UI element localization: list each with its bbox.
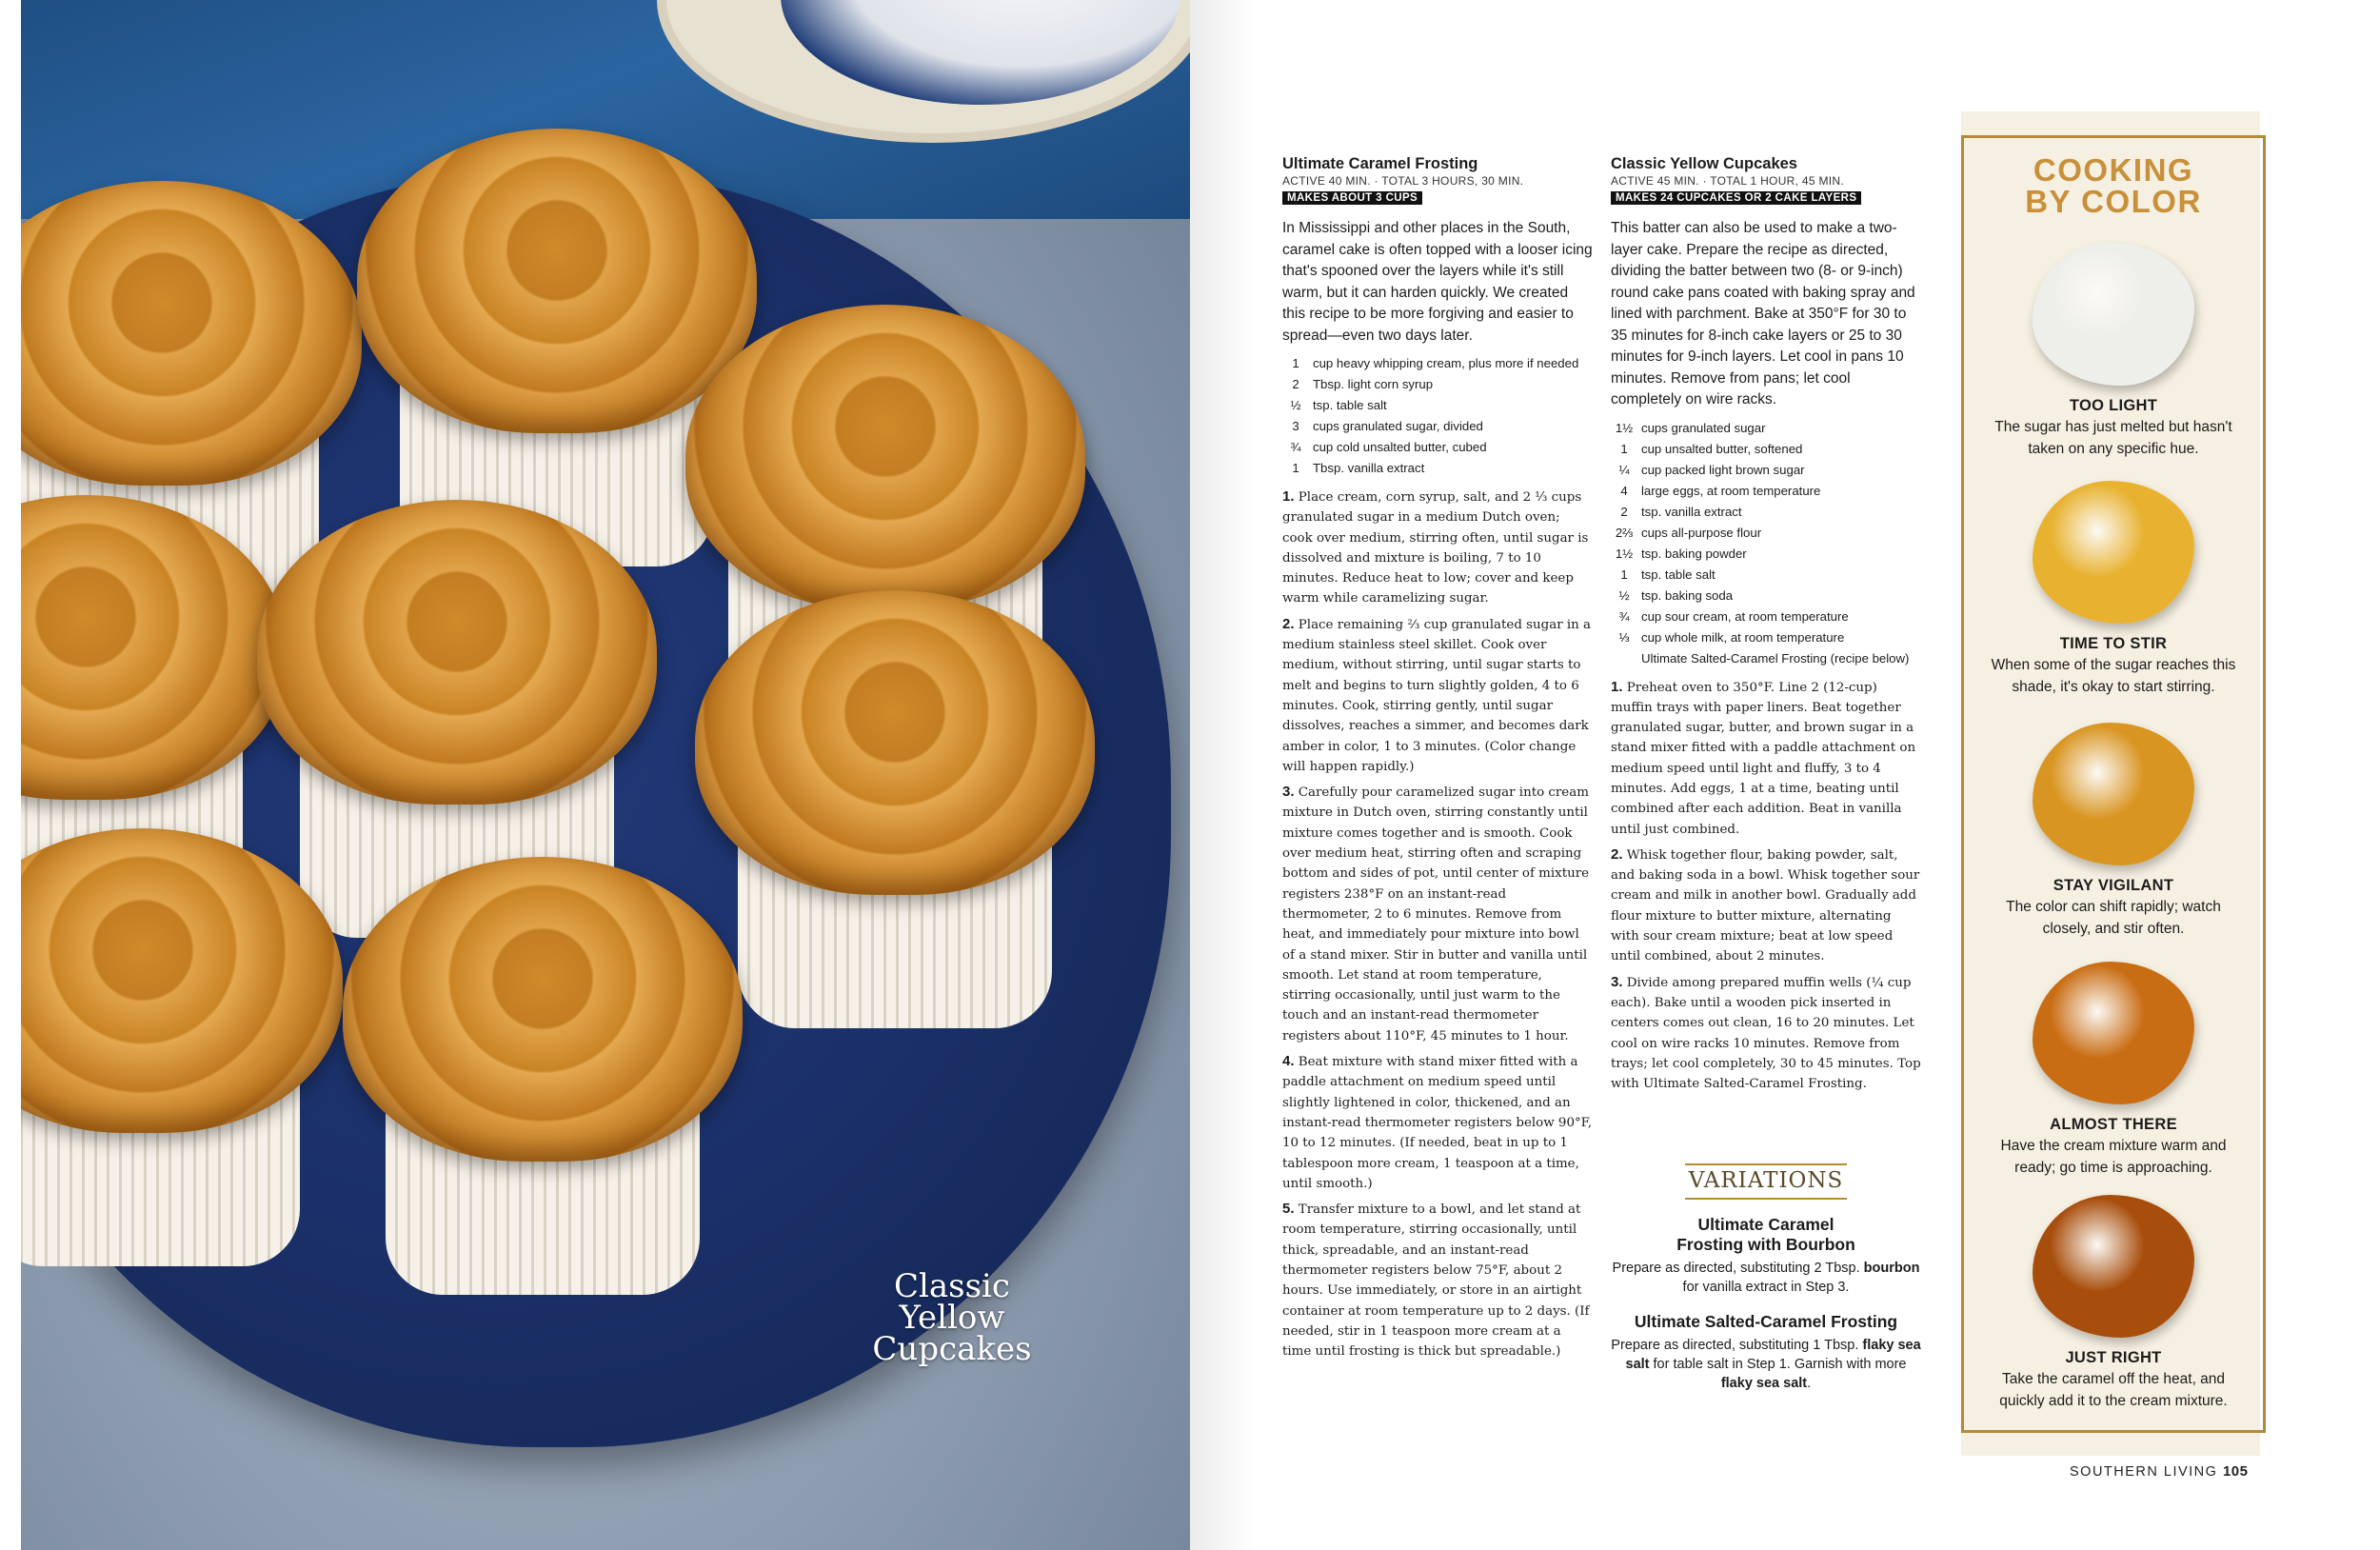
ingredient-name: cup unsalted butter, softened [1641,441,1803,456]
caramel-stage [1964,481,2263,698]
ingredient-name: cup cold unsalted butter, cubed [1313,440,1487,454]
variation-body [1611,1259,1921,1297]
ingredient-qty: ½ [1618,587,1630,603]
ingredient-qty [1611,650,1641,667]
ingredient-item [1282,355,1593,372]
step-number: 3. [1611,973,1623,990]
step-number: 2. [1282,615,1295,632]
ingredient-name: tsp. vanilla extract [1641,504,1742,519]
recipe-step [1282,487,1593,609]
caramel-frosting-swirl [257,500,657,805]
ingredient-item [1611,420,1921,437]
recipe-step [1611,845,1921,967]
ingredient-qty: ¼ [1618,462,1630,477]
ingredient-name: cups granulated sugar [1641,420,1766,435]
ingredient-qty: 2 [1620,504,1628,519]
ingredient-name: cup heavy whipping cream, plus more if needed [1313,356,1579,370]
caption-line: Classic [894,1267,1010,1305]
step-text: Place cream, corn syrup, salt, and 2 ⅓ cups granulated sugar in a medium Dutch oven; cook over medium, stirring often, until sugar is dissolved and mixture is boiling, 7 to 10 minutes. Reduce heat to low; cover and keep warm while caramelizing sugar. [1282,490,1589,606]
variations-heading: VARIATIONS [1685,1163,1848,1200]
ingredient-qty: 2⅔ [1615,525,1634,540]
caramel-stage [1964,1195,2263,1412]
ingredient-qty: ⅓ [1618,629,1630,645]
sidebar-title-line: BY COLOR [2025,184,2202,219]
ingredient-list [1282,355,1593,477]
ingredient-qty: ¾ [1290,440,1301,454]
ingredient-item [1611,629,1921,646]
ingredient-item [1282,376,1593,393]
ingredient-name: tsp. baking powder [1641,546,1747,561]
recipe-step [1282,614,1593,777]
ingredient-qty: 1½ [1615,546,1634,561]
ingredient-name: tsp. baking soda [1641,587,1734,603]
page-margin [0,0,21,1550]
ingredient-item [1611,462,1921,479]
ingredient-qty: 4 [1620,483,1628,498]
recipe-steps [1282,487,1593,1361]
stage-text: The color can shift rapidly; watch closely, and stir often. [2006,899,2221,937]
recipe-timing: ACTIVE 45 MIN. · TOTAL 1 HOUR, 45 MIN. [1611,174,1845,188]
ingredient-item [1611,546,1921,563]
ingredient-name: tsp. table salt [1641,566,1716,582]
ingredient-name: tsp. table salt [1313,398,1387,412]
caramel-stage [1964,723,2263,940]
ingredient-name: cups all-purpose flour [1641,525,1762,540]
ingredient-name: Tbsp. light corn syrup [1313,377,1434,391]
caramel-stage [1964,962,2263,1179]
ingredient-item [1611,566,1921,584]
ingredient-item [1282,460,1593,477]
caramel-frosting-swirl [0,828,343,1133]
variations-box [1611,1163,1921,1393]
variation-ingredient: bourbon [1863,1261,1920,1276]
caramel-frosting-swirl [695,590,1095,895]
ingredient-name: large eggs, at room temperature [1641,483,1821,498]
variation-title [1611,1215,1921,1255]
ingredient-name: cup packed light brown sugar [1641,462,1805,477]
step-number: 5. [1282,1201,1295,1218]
ingredient-item [1611,483,1921,500]
variation-ingredient: flaky sea salt [1625,1338,1921,1372]
step-text: Carefully pour caramelized sugar into cream mixture in Dutch oven, stirring constantly until mixture comes together and is smooth. Cook over medium heat, stirring often and scraping bottom and sides of pot, until center of mixture registers 238°F on an instant-read thermometer, 2 to 6 minutes. Remove from heat, and immediately pour mixture into bowl of a stand mixer. Stir in butter and vanilla until smooth. Let stand at room temperature, stirring occasionally, until just warm to the touch and an instant-read thermometer registers about 110°F, 45 minutes to 1 hour. [1282,785,1590,1043]
ingredient-name: cup sour cream, at room temperature [1641,608,1849,624]
caramel-color-swatch [2033,481,2194,624]
step-number: 2. [1611,845,1623,863]
cupcake-bitten [343,857,743,1304]
variation-text: for table salt in Step 1. Garnish with more [1649,1357,1907,1372]
gutter-shadow [1190,0,1257,1550]
step-number: 3. [1282,784,1295,801]
variation-body [1611,1336,1921,1393]
caramel-color-swatch [2033,1195,2194,1338]
variation-text: Prepare as directed, substituting 2 Tbsp. [1612,1261,1864,1276]
step-text: Place remaining ⅔ cup granulated sugar in a medium stainless steel skillet. Cook over medium, without stirring, until sugar starts to melt and begins to turn slightly golden, 4 to 6 minutes. Cook, stirring gently, until sugar dissolves, reaches a simmer, and becomes dark amber in color, 1 to 3 minutes. (Color change will happen rapidly.) [1282,617,1592,774]
ingredient-qty: 1 [1620,566,1628,582]
caption-line: Cupcakes [872,1330,1032,1368]
caramel-color-swatch [2033,962,2194,1104]
sidebar-title [1964,154,2263,217]
ingredient-qty: 2 [1292,377,1299,391]
ingredient-qty: ½ [1290,398,1301,412]
ingredient-name: Tbsp. vanilla extract [1313,461,1425,475]
photo-caption [857,1267,1047,1368]
ingredient-name: Ultimate Salted-Caramel Frosting (recipe below) [1641,650,1910,666]
recipe-step [1611,972,1921,1095]
caption-line: Yellow [899,1299,1005,1337]
variation-title-line: Frosting with Bourbon [1676,1235,1855,1254]
ingredient-item [1611,587,1921,605]
page-number: 105 [2222,1463,2249,1480]
ingredient-qty: ¾ [1618,608,1630,624]
caramel-frosting-swirl [685,305,1085,609]
step-text: Preheat oven to 350°F. Line 2 (12-cup) muffin trays with paper liners. Beat together granulated sugar, butter, and brown sugar in a stand mixer fitted with a paddle attachment on medium speed until light and fluffy, 3 to 4 minutes. Add eggs, 1 at a time, beating until combined after each addition. Beat in vanilla until just combined. [1611,680,1916,837]
ingredient-item [1282,418,1593,435]
ingredient-item [1611,504,1921,521]
variation-ingredient: flaky sea salt [1720,1376,1808,1391]
variation-title-line: Ultimate Caramel [1697,1215,1835,1234]
stage-title: TOO LIGHT [2069,397,2158,414]
sidebar-content [1964,138,2263,1430]
recipe-steps [1611,677,1921,1095]
step-text: Beat mixture with stand mixer fitted with a paddle attachment on medium speed until slightly lightened in color, thickened, and an instant-read thermometer registers below 90°F, 10 to 12 minutes. (If needed, beat in up to 1 tablespoon more cream, 1 teaspoon at a time, until smooth.) [1282,1055,1593,1191]
ingredient-item [1611,441,1921,458]
ingredient-item [1611,525,1921,542]
stage-text: Take the caramel off the heat, and quickly add it to the cream mixture. [1999,1371,2228,1409]
variation-text: . [1807,1376,1812,1391]
recipe-yield-badge: MAKES ABOUT 3 CUPS [1282,191,1422,205]
variation-text: Prepare as directed, substituting 1 Tbsp. [1611,1338,1863,1353]
recipe-title: Classic Yellow Cupcakes [1611,155,1797,172]
caramel-color-swatch [2033,723,2194,865]
sidebar-title-line: COOKING [2033,152,2194,188]
ingredient-name: cup whole milk, at room temperature [1641,629,1845,645]
ingredient-qty: 1 [1292,356,1299,370]
recipe-step [1282,782,1593,1046]
cupcake-recipe [1611,154,1921,1099]
step-number: 1. [1282,488,1295,505]
cupcake [695,590,1095,1038]
caramel-frosting-swirl [0,181,362,486]
ingredient-item [1282,397,1593,414]
step-text: Transfer mixture to a bowl, and let stand at room temperature, stirring occasionally, until thick, spreadable, and an instant-read thermometer registers below 75°F, about 2 hours. Use immediately, or store in an airtight container at room temperature up to 2 days. (If needed, stir in 1 teaspoon more cream at a time until frosting is thick but spreadable.) [1282,1202,1590,1360]
cupcake [0,828,343,1276]
stage-title: TIME TO STIR [2059,635,2168,652]
recipe-yield-badge: MAKES 24 CUPCAKES OR 2 CAKE LAYERS [1611,191,1861,205]
stage-text: When some of the sugar reaches this shade, it's okay to start stirring. [1991,657,2236,695]
ingredient-list [1611,420,1921,667]
ingredient-qty: 1 [1620,441,1628,456]
stage-title: STAY VIGILANT [2053,877,2174,894]
recipe-step [1282,1199,1593,1361]
variation-text: for vanilla extract in Step 3. [1682,1280,1850,1295]
recipe-intro: This batter can also be used to make a two-layer cake. Prepare the recipe as directed, dividing the batter between two (8- or 9-inch) round cake pans coated with baking spray and lined with parchment. Bake at 350°F for 30 to 35 minutes for 8-inch cake layers or 25 to 30 minutes for 9-inch layers. Let cool in pans 10 minutes. Remove from pans; let cool completely on wire racks. [1611,220,1915,407]
stage-title: JUST RIGHT [2065,1349,2162,1366]
recipe-intro: In Mississippi and other places in the South, caramel cake is often topped with a looser icing that's spooned over the layers while it's still warm, but it can harden quickly. We created this recipe to be more forgiving and easier to spread—even two days later. [1282,220,1593,344]
ingredient-item [1611,650,1921,667]
step-text: Divide among prepared muffin wells (¼ cup each). Bake until a wooden pick inserted in centers comes out clean, 16 to 20 minutes. Let cool on wire racks 10 minutes. Remove from trays; let cool completely, 30 to 45 minutes. Top with Ultimate Salted-Caramel Frosting. [1611,975,1921,1092]
variation-title [1611,1312,1921,1332]
stage-text: The sugar has just melted but hasn't taken on any specific hue. [1994,419,2232,457]
step-number: 4. [1282,1053,1295,1070]
caramel-frosting-swirl [0,495,286,800]
publication-name: SOUTHERN LIVING [2070,1464,2218,1480]
ingredient-name: cups granulated sugar, divided [1313,419,1483,433]
step-number: 1. [1611,678,1623,695]
stage-text: Have the cream mixture warm and ready; go time is approaching. [2000,1138,2227,1176]
page-folio [2070,1463,2249,1480]
variation-title-line: Ultimate Salted-Caramel Frosting [1634,1312,1898,1331]
variation-item [1611,1312,1921,1393]
caramel-stage [1964,243,2263,460]
recipe-step [1611,677,1921,840]
ingredient-qty: 3 [1292,419,1299,433]
caramel-color-swatch [2033,243,2194,386]
caramel-frosting-swirl [343,857,743,1162]
recipe-step [1282,1051,1593,1194]
recipe-title: Ultimate Caramel Frosting [1282,155,1478,172]
recipe-timing: ACTIVE 40 MIN. · TOTAL 3 HOURS, 30 MIN. [1282,174,1524,188]
step-text: Whisk together flour, baking powder, salt, and baking soda in a bowl. Whisk together sour cream and milk in another bowl. Gradually add flour mixture to butter mixture, alternating with sour cream mixture; beat at low speed until combined, about 2 minutes. [1611,847,1920,964]
stage-title: ALMOST THERE [2050,1116,2177,1133]
ingredient-item [1611,608,1921,626]
ingredient-qty: 1 [1292,461,1299,475]
ingredient-item [1282,439,1593,456]
frosting-recipe [1282,154,1593,1366]
ingredient-qty: 1½ [1615,420,1634,435]
variation-item [1611,1215,1921,1297]
